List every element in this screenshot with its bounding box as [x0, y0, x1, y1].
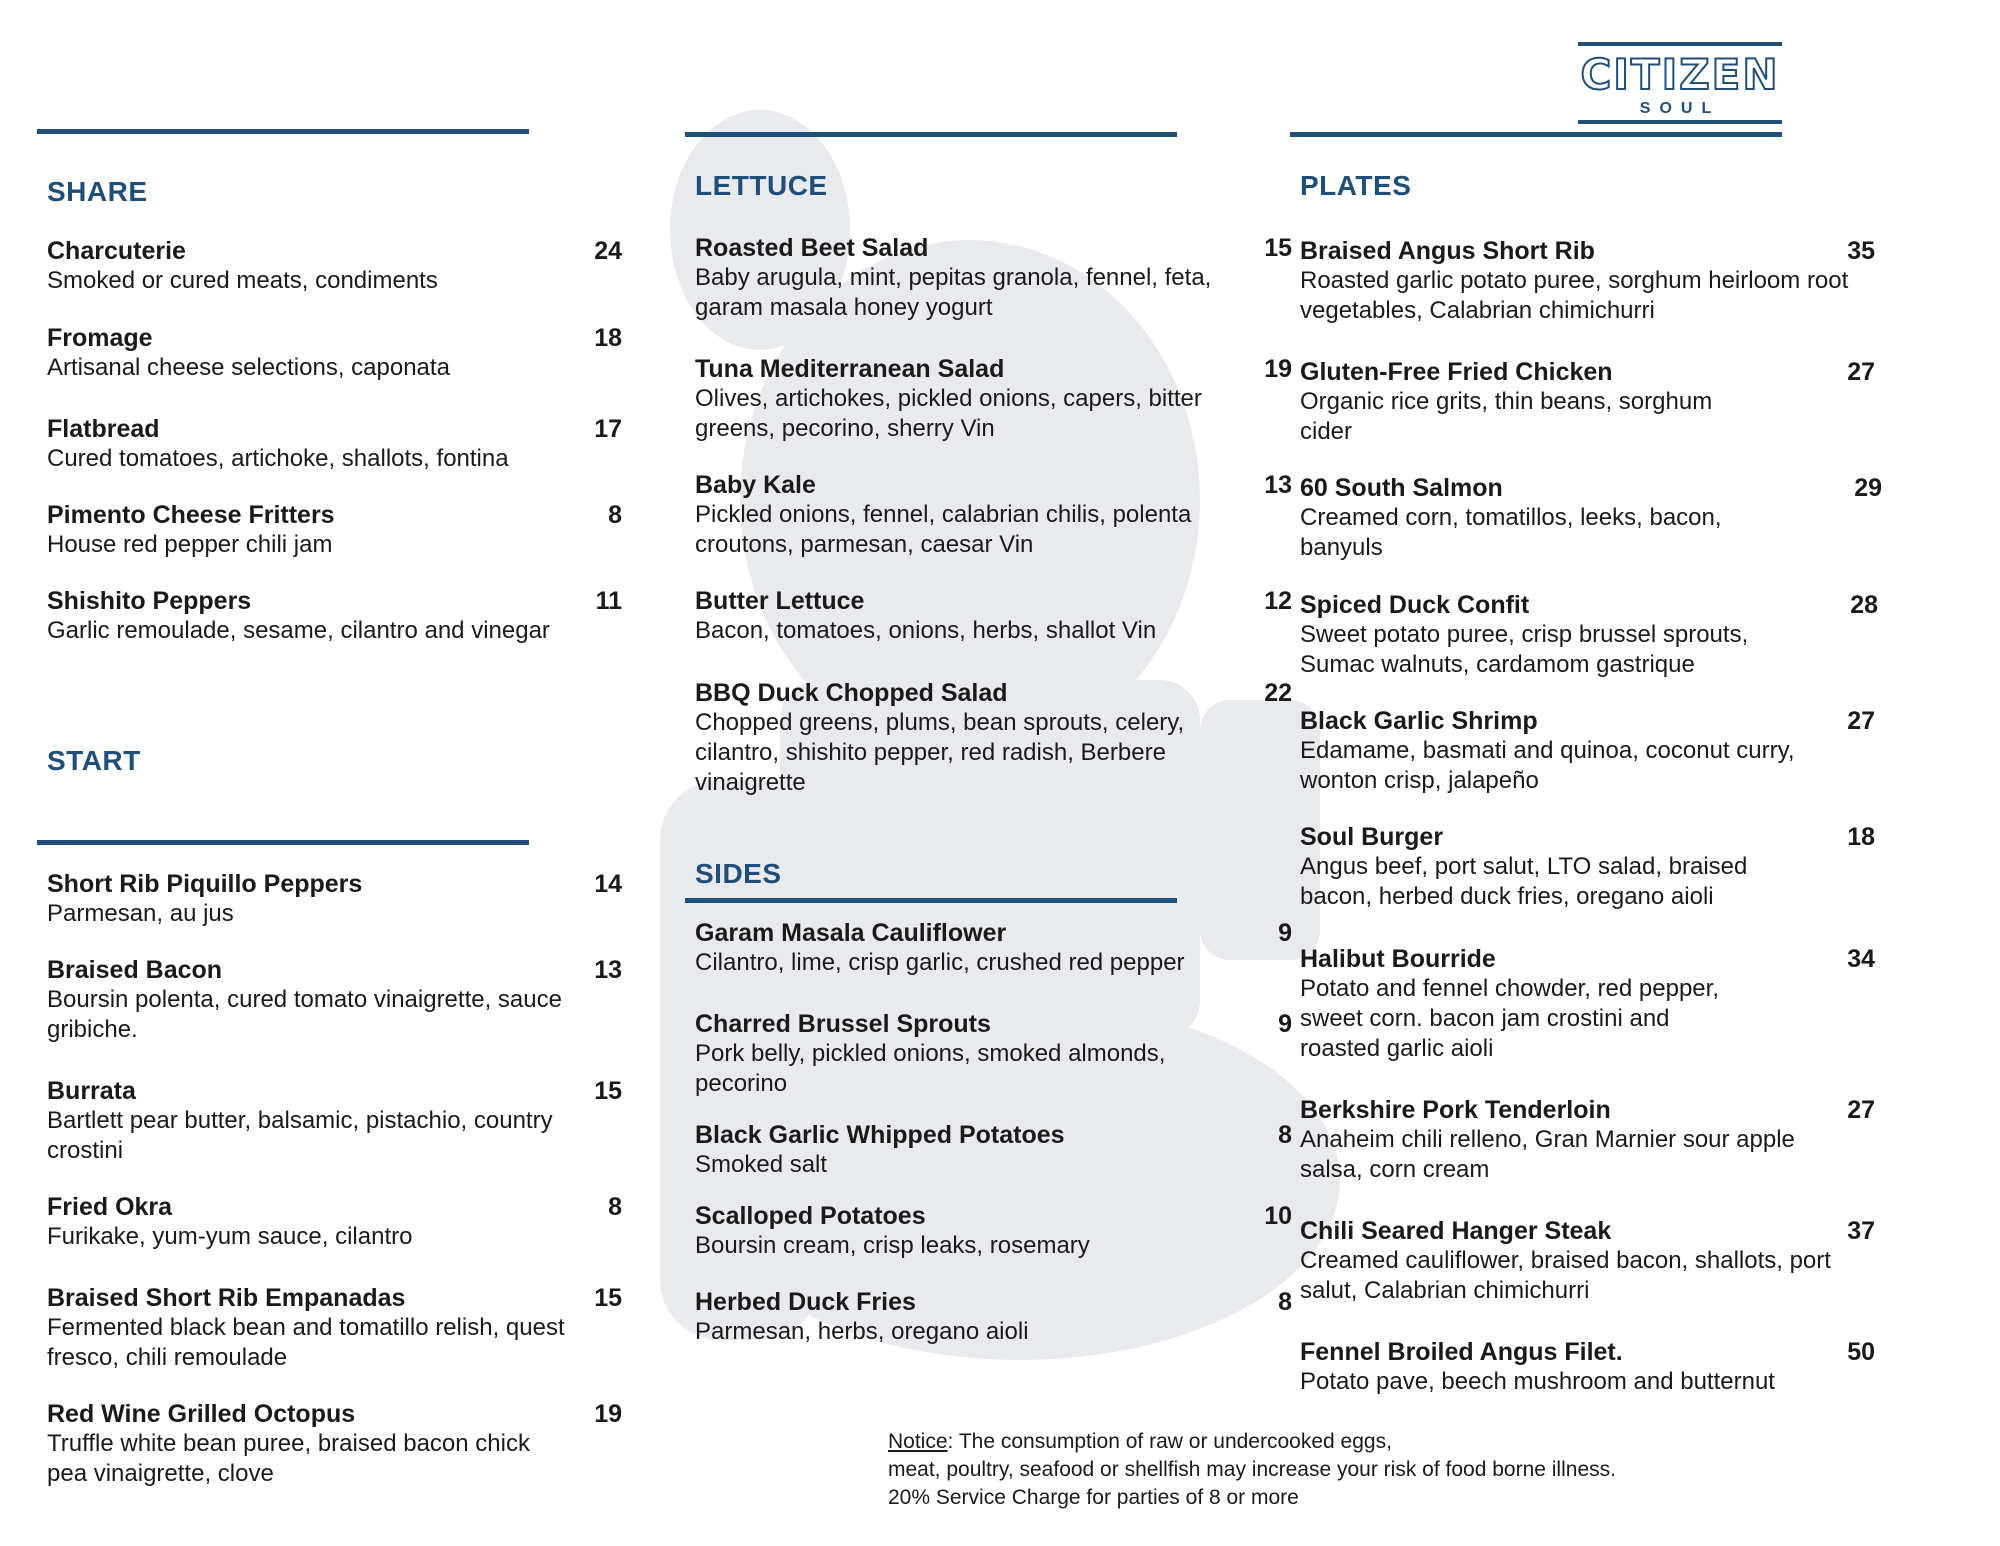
item-price: 27 — [1847, 707, 1875, 735]
item-price: 19 — [594, 1400, 622, 1428]
sides-rule — [685, 898, 1177, 903]
item-description: Fermented black bean and tomatillo relish, quest fresco, chili remoulade — [47, 1314, 565, 1371]
menu-item — [1300, 1337, 1880, 1397]
section-title-start: START — [47, 745, 141, 776]
menu-item — [695, 1287, 1292, 1347]
item-price: 18 — [1847, 823, 1875, 851]
item-price: 50 — [1847, 1338, 1875, 1366]
item-price: 9 — [1278, 919, 1292, 947]
item-name: Butter Lettuce — [695, 587, 865, 615]
item-name: Charcuterie — [47, 237, 186, 265]
item-price: 8 — [608, 1193, 622, 1221]
item-price: 14 — [594, 870, 622, 898]
menu-item — [1300, 236, 1875, 326]
item-description: Cured tomatoes, artichoke, shallots, fontina — [47, 445, 509, 472]
logo-subtitle: SOUL — [1639, 100, 1721, 117]
menu-item — [1300, 1095, 1875, 1185]
item-price: 13 — [594, 956, 622, 984]
item-name: Red Wine Grilled Octopus — [47, 1400, 356, 1428]
item-name: Pimento Cheese Fritters — [47, 501, 335, 529]
item-price: 15 — [1264, 234, 1292, 262]
item-name: Shishito Peppers — [47, 587, 252, 615]
restaurant-logo — [1578, 42, 1782, 122]
item-description: Parmesan, herbs, oregano aioli — [695, 1318, 1029, 1345]
item-price: 17 — [594, 415, 622, 443]
logo-wordmark: CITIZEN — [1580, 50, 1780, 99]
item-name: Fromage — [47, 324, 153, 352]
item-price: 37 — [1847, 1217, 1875, 1245]
item-name: Tuna Mediterranean Salad — [695, 355, 1005, 383]
menu-item — [1300, 822, 1875, 912]
menu-item — [1300, 590, 1878, 680]
item-name: Black Garlic Whipped Potatoes — [695, 1121, 1065, 1149]
item-description: Pork belly, pickled onions, smoked almonds, pecorino — [695, 1040, 1166, 1097]
item-description: Anaheim chili relleno, Gran Marnier sour apple salsa, corn cream — [1300, 1126, 1795, 1183]
item-name: Soul Burger — [1300, 823, 1444, 851]
plates-top-rule — [1290, 132, 1782, 137]
menu-item — [695, 1120, 1292, 1180]
item-price: 22 — [1264, 679, 1292, 707]
item-price: 27 — [1847, 1096, 1875, 1124]
menu-item — [1300, 1216, 1875, 1306]
item-price: 13 — [1264, 471, 1292, 499]
item-name: Black Garlic Shrimp — [1300, 707, 1538, 735]
item-price: 12 — [1264, 587, 1292, 615]
item-description: Boursin cream, crisp leaks, rosemary — [695, 1232, 1090, 1259]
share-top-rule — [37, 129, 529, 134]
menu-item — [47, 323, 627, 383]
item-name: Chili Seared Hanger Steak — [1300, 1217, 1612, 1245]
item-price: 9 — [1278, 1010, 1292, 1038]
item-price: 29 — [1854, 474, 1882, 502]
notice-label: Notice — [888, 1430, 948, 1453]
item-name: Braised Angus Short Rib — [1300, 237, 1595, 265]
item-name: 60 South Salmon — [1300, 474, 1503, 502]
item-price: 34 — [1847, 945, 1875, 973]
section-title-lettuce: LETTUCE — [695, 170, 828, 201]
item-name: Berkshire Pork Tenderloin — [1300, 1096, 1611, 1124]
item-name: Spiced Duck Confit — [1300, 591, 1530, 619]
menu-item — [47, 1192, 627, 1252]
item-price: 18 — [594, 324, 622, 352]
item-description: Pickled onions, fennel, calabrian chilis, polenta croutons, parmesan, caesar Vin — [695, 501, 1192, 558]
item-name: Scalloped Potatoes — [695, 1202, 926, 1230]
item-description: Smoked or cured meats, condiments — [47, 267, 438, 294]
menu-item — [1300, 473, 1882, 563]
item-name: Roasted Beet Salad — [695, 234, 929, 262]
item-name: Fennel Broiled Angus Filet. — [1300, 1338, 1623, 1366]
section-title-plates: PLATES — [1300, 170, 1412, 201]
logo-bottom-bar — [1578, 120, 1782, 124]
item-name: Baby Kale — [695, 471, 816, 499]
menu-item — [47, 1399, 622, 1489]
item-name: BBQ Duck Chopped Salad — [695, 679, 1008, 707]
menu-item — [47, 236, 627, 296]
item-name: Braised Bacon — [47, 956, 223, 984]
item-description: Truffle white bean puree, braised bacon chick pea vinaigrette, clove — [47, 1430, 530, 1487]
menu-item — [695, 678, 1292, 798]
start-rule — [37, 840, 529, 845]
item-name: Braised Short Rib Empanadas — [47, 1284, 406, 1312]
menu-item — [695, 1009, 1292, 1099]
item-description: Bartlett pear butter, balsamic, pistachio, country crostini — [47, 1107, 553, 1164]
menu-item — [695, 470, 1292, 560]
item-description: Parmesan, au jus — [47, 900, 234, 927]
menu-item — [1300, 944, 1875, 1064]
menu-item — [695, 918, 1292, 978]
menu-item — [1300, 357, 1875, 447]
menu-item — [47, 414, 627, 474]
menu-item — [695, 1201, 1292, 1261]
item-price: 8 — [608, 501, 622, 529]
item-price: 24 — [594, 237, 622, 265]
item-description: Roasted garlic potato puree, sorghum heirloom root vegetables, Calabrian chimichurri — [1300, 267, 1849, 324]
menu-item — [695, 354, 1292, 444]
item-description: Furikake, yum-yum sauce, cilantro — [47, 1223, 413, 1250]
item-price: 8 — [1278, 1288, 1292, 1316]
item-name: Gluten-Free Fried Chicken — [1300, 358, 1613, 386]
item-description: Chopped greens, plums, bean sprouts, celery, cilantro, shishito pepper, red radish, Berbere vinaigrette — [695, 709, 1185, 796]
item-description: Olives, artichokes, pickled onions, capers, bitter greens, pecorino, sherry Vin — [695, 385, 1202, 442]
menu-item — [47, 500, 627, 560]
item-price: 8 — [1278, 1121, 1292, 1149]
menu-item — [47, 869, 627, 929]
item-description: Organic rice grits, thin beans, sorghum cider — [1300, 388, 1713, 445]
item-description: Sweet potato puree, crisp brussel sprouts, Sumac walnuts, cardamom gastrique — [1300, 621, 1749, 678]
item-description: Edamame, basmati and quinoa, coconut curry, wonton crisp, jalapeño — [1300, 737, 1795, 794]
notice-text-1: : The consumption of raw or undercooked eggs, — [947, 1430, 1392, 1453]
item-name: Charred Brussel Sprouts — [695, 1010, 991, 1038]
item-description: Angus beef, port salut, LTO salad, braised bacon, herbed duck fries, oregano aioli — [1300, 853, 1748, 910]
item-description: Smoked salt — [695, 1151, 828, 1178]
menu-item — [47, 1076, 622, 1166]
item-description: Boursin polenta, cured tomato vinaigrette, sauce gribiche. — [47, 986, 562, 1043]
menu-item — [47, 955, 622, 1045]
item-name: Short Rib Piquillo Peppers — [47, 870, 363, 898]
section-title-sides: SIDES — [695, 858, 782, 889]
item-price: 35 — [1847, 237, 1875, 265]
logo-top-bar — [1578, 42, 1782, 46]
item-description: Creamed corn, tomatillos, leeks, bacon, banyuls — [1300, 504, 1722, 561]
menu-item — [47, 1283, 627, 1373]
notice-line-1 — [888, 1428, 1788, 1456]
menu-item — [1300, 706, 1875, 796]
menu-item — [695, 233, 1292, 323]
item-description: Garlic remoulade, sesame, cilantro and vinegar — [47, 617, 550, 644]
item-name: Flatbread — [47, 415, 160, 443]
item-price: 15 — [594, 1077, 622, 1105]
item-price: 19 — [1264, 355, 1292, 383]
item-description: Bacon, tomatoes, onions, herbs, shallot Vin — [695, 617, 1157, 644]
item-description: Creamed cauliflower, braised bacon, shallots, port salut, Calabrian chimichurri — [1300, 1247, 1831, 1304]
menu-item — [47, 586, 647, 646]
section-title-share: SHARE — [47, 176, 148, 207]
item-price: 27 — [1847, 358, 1875, 386]
lettuce-top-rule — [685, 132, 1177, 137]
item-price: 11 — [595, 587, 622, 615]
item-description: House red pepper chili jam — [47, 531, 333, 558]
item-name: Fried Okra — [47, 1193, 173, 1221]
notice-line-2: meat, poultry, seafood or shellfish may increase your risk of food borne illness. — [888, 1458, 1616, 1481]
menu-item — [695, 586, 1292, 646]
item-description: Potato and fennel chowder, red pepper, sweet corn. bacon jam crostini and roasted garlic aioli — [1300, 975, 1719, 1062]
item-price: 10 — [1264, 1202, 1292, 1230]
item-price: 15 — [594, 1284, 622, 1312]
item-name: Herbed Duck Fries — [695, 1288, 916, 1316]
notice-line-3: 20% Service Charge for parties of 8 or more — [888, 1486, 1299, 1509]
item-description: Potato pave, beech mushroom and butternut — [1300, 1368, 1775, 1395]
item-name: Burrata — [47, 1077, 136, 1105]
item-description: Baby arugula, mint, pepitas granola, fennel, feta, garam masala honey yogurt — [695, 264, 1212, 321]
item-price: 28 — [1850, 591, 1878, 619]
item-description: Cilantro, lime, crisp garlic, crushed red pepper — [695, 949, 1185, 976]
item-name: Halibut Bourride — [1300, 945, 1496, 973]
item-name: Garam Masala Cauliflower — [695, 919, 1007, 947]
item-description: Artisanal cheese selections, caponata — [47, 354, 450, 381]
health-notice — [888, 1428, 1788, 1512]
